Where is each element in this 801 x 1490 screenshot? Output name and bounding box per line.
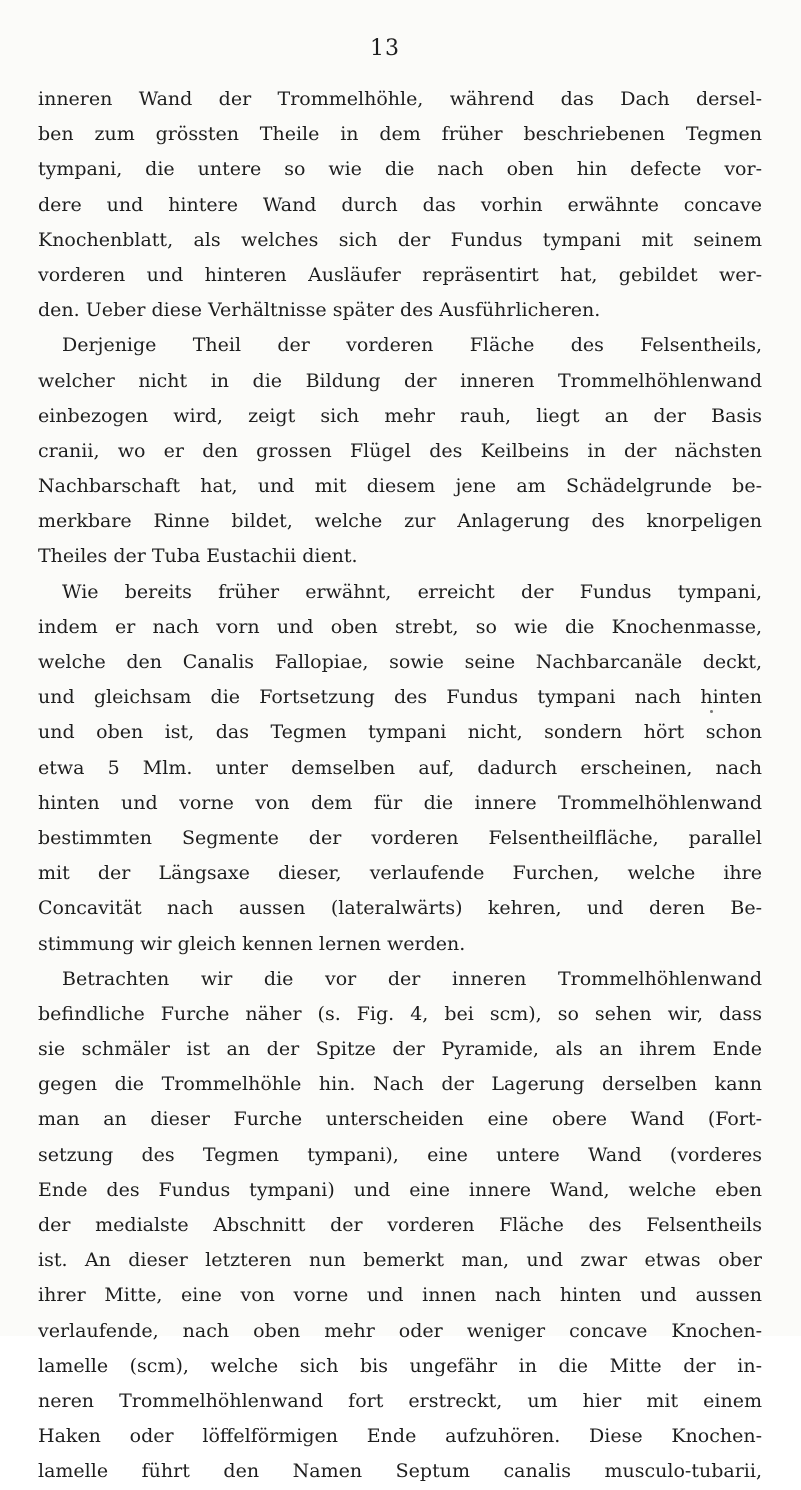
- text-line: Haken oder löffelförmigen Ende aufzuhören. Diese Knochen-: [38, 1425, 762, 1448]
- text-line: befindliche Furche näher (s. Fig. 4, bei scm), so sehen wir, dass: [38, 1002, 762, 1025]
- paragraph-start-line: Wie bereits früher erwähnt, erreicht der Fundus tympani,: [62, 580, 762, 603]
- text-line: stimmung wir gleich kennen lernen werden.: [38, 932, 466, 955]
- text-line: cranii, wo er den grossen Flügel des Keilbeins in der nächsten: [38, 439, 762, 462]
- text-line: Ende des Fundus tympani) und eine innere Wand, welche eben: [38, 1178, 762, 1201]
- text-line: den. Ueber diese Verhältnisse später des Ausführlicheren.: [38, 299, 601, 322]
- text-line: welche den Canalis Fallopiae, sowie seine Nachbarcanäle deckt,: [38, 651, 762, 673]
- text-line: bestimmten Segmente der vorderen Felsentheilfläche, parallel: [38, 826, 762, 849]
- text-line: hinten und vorne von dem für die innere Trommelhöhlenwand: [38, 791, 762, 814]
- text-line: ihrer Mitte, eine von vorne und innen nach hinten und aussen: [38, 1284, 762, 1307]
- text-line: sie schmäler ist an der Spitze der Pyramide, als an ihrem Ende: [38, 1038, 762, 1061]
- page-number: 13: [370, 36, 400, 61]
- paper-speck: [710, 710, 713, 713]
- text-line: indem er nach vorn und oben strebt, so wie die Knochenmasse,: [38, 615, 762, 638]
- text-line: neren Trommelhöhlenwand fort erstreckt, um hier mit einem: [38, 1389, 762, 1412]
- text-line: dere und hintere Wand durch das vorhin erwähnte concave: [38, 193, 762, 216]
- text-line: und gleichsam die Fortsetzung des Fundus tympani nach hinten: [38, 686, 762, 709]
- text-line: lamelle (scm), welche sich bis ungefähr in die Mitte der in-: [38, 1354, 762, 1377]
- text-line: einbezogen wird, zeigt sich mehr rauh, liegt an der Basis: [38, 404, 762, 427]
- text-line: etwa 5 Mlm. unter demselben auf, dadurch erscheinen, nach: [38, 756, 762, 779]
- text-line: gegen die Trommelhöhle hin. Nach der Lagerung derselben kann: [38, 1073, 762, 1096]
- paragraph-start-line: Derjenige Theil der vorderen Fläche des Felsentheils,: [62, 334, 762, 357]
- text-line: ist. An dieser letzteren nun bemerkt man, und zwar etwas ober: [38, 1249, 762, 1272]
- text-line: lamelle führt den Namen Septum canalis musculo-tubarii,: [38, 1460, 762, 1483]
- text-line: inneren Wand der Trommelhöhle, während das Dach dersel-: [38, 88, 762, 110]
- body-text: [38, 82, 762, 1490]
- text-line: man an dieser Furche unterscheiden eine obere Wand (Fort-: [38, 1108, 762, 1131]
- text-line: tympani, die untere so wie die nach oben hin defecte vor-: [38, 158, 762, 181]
- text-line: Theiles der Tuba Eustachii dient.: [38, 545, 358, 568]
- text-line: Nachbarschaft hat, und mit diesem jene am Schädelgrunde be-: [38, 475, 762, 498]
- text-line: der medialste Abschnitt der vorderen Fläche des Felsentheils: [38, 1214, 762, 1236]
- text-line: vorderen und hinteren Ausläufer repräsentirt hat, gebildet wer-: [38, 263, 762, 286]
- text-line: verlaufende, nach oben mehr oder weniger concave Knochen-: [38, 1319, 762, 1342]
- text-line: Knochenblatt, als welches sich der Fundus tympani mit seinem: [38, 228, 762, 251]
- text-line: mit der Längsaxe dieser, verlaufende Furchen, welche ihre: [38, 862, 762, 885]
- text-line: setzung des Tegmen tympani), eine untere Wand (vorderes: [38, 1143, 762, 1166]
- text-line: welcher nicht in die Bildung der inneren Trommelhöhlenwand: [38, 369, 762, 392]
- text-line: und oben ist, das Tegmen tympani nicht, sondern hört schon: [38, 721, 762, 744]
- text-line: merkbare Rinne bildet, welche zur Anlagerung des knorpeligen: [38, 510, 762, 533]
- paragraph-start-line: Betrachten wir die vor der inneren Trommelhöhlenwand: [62, 967, 762, 990]
- text-line: Concavität nach aussen (lateralwärts) kehren, und deren Be-: [38, 897, 762, 920]
- text-line: ben zum grössten Theile in dem früher beschriebenen Tegmen: [38, 123, 762, 146]
